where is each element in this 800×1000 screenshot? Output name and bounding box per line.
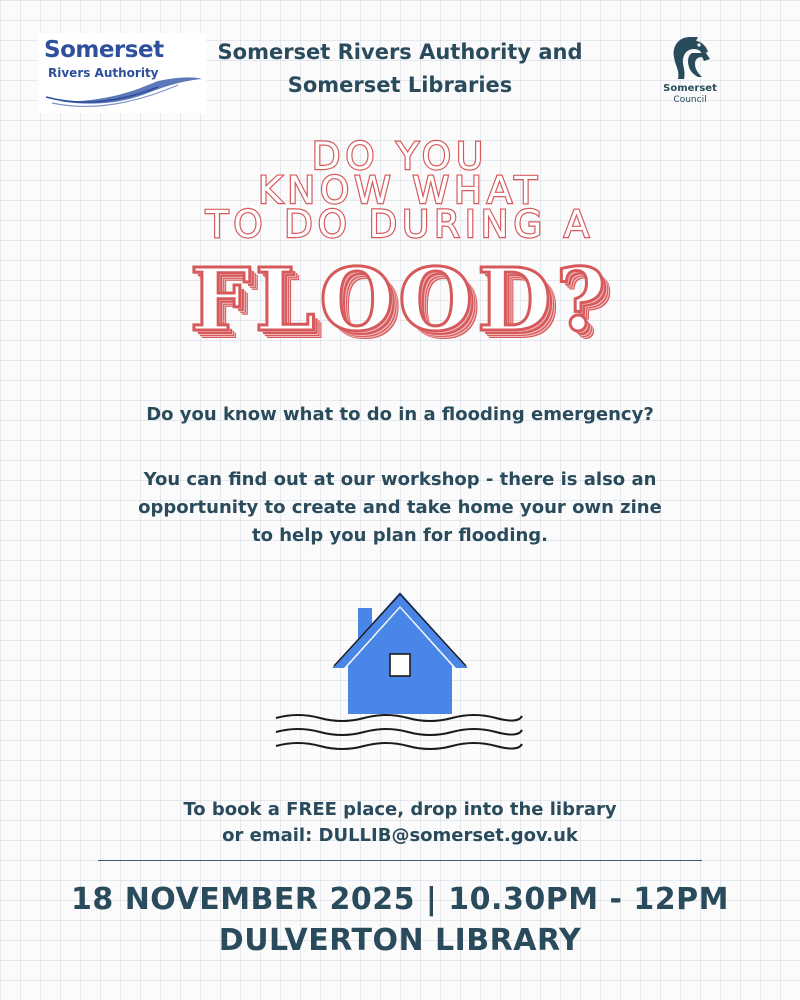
headline-flood-word: FLOOD? <box>189 250 611 351</box>
headline-line3: TO DO DURING A <box>205 203 595 246</box>
divider <box>98 860 702 861</box>
somerset-rivers-authority-logo <box>38 33 206 113</box>
headline-line1: DO YOU <box>311 135 489 178</box>
workshop-text-line1: You can find out at our workshop - there is also an <box>143 469 657 490</box>
booking-text-line1: To book a FREE place, drop into the library <box>183 799 617 820</box>
booking-email-line: or email: DULLIB@somerset.gov.uk <box>222 825 578 846</box>
workshop-text-line3: to help you plan for flooding. <box>251 525 549 546</box>
event-venue: DULVERTON LIBRARY <box>218 923 582 958</box>
question-text: Do you know what to do in a flooding emergency? <box>146 404 654 425</box>
event-date-time: 18 NOVEMBER 2025 | 10.30PM - 12PM <box>71 882 729 917</box>
workshop-text-line2: opportunity to create and take home your own zine <box>138 497 662 518</box>
dragon-icon <box>668 35 712 81</box>
somerset-council-logo <box>655 35 725 110</box>
wave-swoosh-icon <box>38 71 206 113</box>
flooded-house-icon <box>270 590 530 760</box>
org-title-line1: Somerset Rivers Authority and <box>217 40 583 64</box>
sra-logo-text-main: Somerset <box>44 37 164 63</box>
window <box>390 654 410 676</box>
sra-logo-text-sub: Rivers Authority <box>48 66 159 80</box>
council-logo-name: Somerset <box>663 83 717 94</box>
council-logo-word: Council <box>673 95 707 105</box>
headline-line2: KNOW WHAT <box>258 169 542 212</box>
org-title-line2: Somerset Libraries <box>287 73 513 97</box>
